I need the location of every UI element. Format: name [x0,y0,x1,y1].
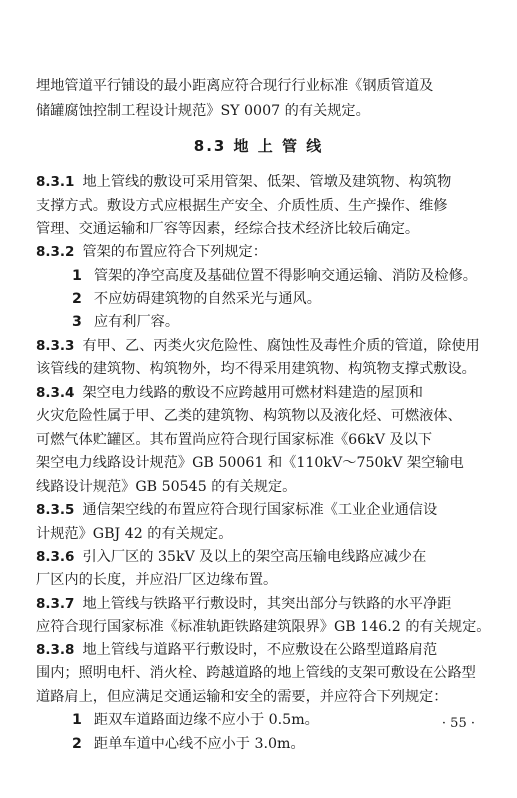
clause-8-3-8-item-1 [72,710,492,730]
clause-8-3-1-line-1 [36,172,486,192]
item-text: 距单车道中心线不应小于 3.0m。 [93,736,305,752]
clause-8-3-7-line-1 [36,594,486,614]
clause-number: 8.3.7 [36,596,75,612]
clause-text: 管架的布置应符合下列规定： [82,244,267,260]
clause-8-3-6-line-1 [36,547,486,567]
clause-8-3-3-line-1 [36,336,486,356]
clause-8-3-6-line-2: 厂区内的长度，并应沿厂区边缘布置。 [36,572,278,588]
intro-line-1: 埋地管道平行铺设的最小距离应符合现行行业标准《钢质管道及 [36,78,434,94]
clause-number: 8.3.3 [36,338,75,354]
clause-number: 8.3.1 [36,174,75,190]
clause-number: 8.3.8 [36,642,75,658]
clause-8-3-7-line-2: 应符合现行国家标准《标准轨距铁路建筑限界》GB 146.2 的有关规定。 [36,619,491,635]
clause-8-3-2-line-1 [36,242,486,262]
item-number: 2 [72,736,82,752]
clause-number: 8.3.6 [36,549,75,565]
clause-text: 通信架空线的布置应符合现行国家标准《工业企业通信设 [82,502,438,518]
item-number: 1 [72,712,82,728]
clause-text: 架空电力线路的敷设不应跨越用可燃材料建造的屋顶和 [82,385,423,401]
clause-8-3-2-item-3 [72,312,492,332]
clause-8-3-5-line-1 [36,500,486,520]
item-number: 3 [72,314,82,330]
page-number: · 55 · [441,716,475,731]
clause-text: 有甲、乙、丙类火灾危险性、腐蚀性及毒性介质的管道，除使用 [82,338,480,354]
clause-number: 8.3.4 [36,385,75,401]
clause-text: 地上管线的敷设可采用管架、低架、管墩及建筑物、构筑物 [82,174,452,190]
clause-8-3-1-line-2: 支撑方式。敷设方式应根据生产安全、介质性质、生产操作、维修 [36,198,448,214]
item-text: 应有利厂容。 [93,314,180,330]
clause-8-3-8-line-1 [36,640,486,660]
clause-8-3-8-line-3: 道路肩上，但应满足交通运输和安全的需要，并应符合下列规定： [36,689,448,705]
clause-text: 地上管线与铁路平行敷设时，其突出部分与铁路的水平净距 [82,596,452,612]
item-text: 距双车道路面边缘不应小于 0.5m。 [93,712,319,728]
clause-text: 引入厂区的 35kV 及以上的架空高压输电线路应减少在 [82,549,427,565]
item-number: 1 [72,268,82,284]
clause-text: 地上管线与道路平行敷设时，不应敷设在公路型道路肩范 [82,642,438,658]
item-text: 管架的净空高度及基础位置不得影响交通运输、消防及检修。 [93,268,477,284]
clause-8-3-2-item-1 [72,266,492,286]
clause-8-3-4-line-4: 架空电力线路设计规范》GB 50061 和《110kV～750kV 架空输电 [36,455,464,471]
section-title: 8.3 地 上 管 线 [193,137,324,155]
clause-8-3-8-line-2: 围内；照明电杆、消火栓、跨越道路的地上管线的支架可敷设在公路型 [36,665,476,681]
clause-8-3-3-line-2: 该管线的建筑物、构筑物外，均不得采用建筑物、构筑物支撑式敷设。 [36,361,476,377]
clause-8-3-4-line-5: 线路设计规范》GB 50545 的有关规定。 [36,479,297,495]
clause-number: 8.3.5 [36,502,75,518]
clause-8-3-1-line-3: 管理、交通运输和厂容等因素，经综合技术经济比较后确定。 [36,221,420,237]
clause-8-3-4-line-2: 火灾危险性属于甲、乙类的建筑物、构筑物以及液化烃、可燃液体、 [36,408,462,424]
clause-number: 8.3.2 [36,244,75,260]
clause-8-3-4-line-3: 可燃气体贮罐区。其布置尚应符合现行国家标准《66kV 及以下 [36,432,433,448]
clause-8-3-4-line-1 [36,383,486,403]
clause-8-3-2-item-2 [72,289,492,309]
clause-8-3-8-item-2 [72,734,492,754]
clause-8-3-5-line-2: 计规范》GBJ 42 的有关规定。 [36,526,233,542]
item-text: 不应妨碍建筑物的自然采光与通风。 [93,291,321,307]
item-number: 2 [72,291,82,307]
intro-line-2: 储罐腐蚀控制工程设计规范》SY 0007 的有关规定。 [36,103,370,119]
